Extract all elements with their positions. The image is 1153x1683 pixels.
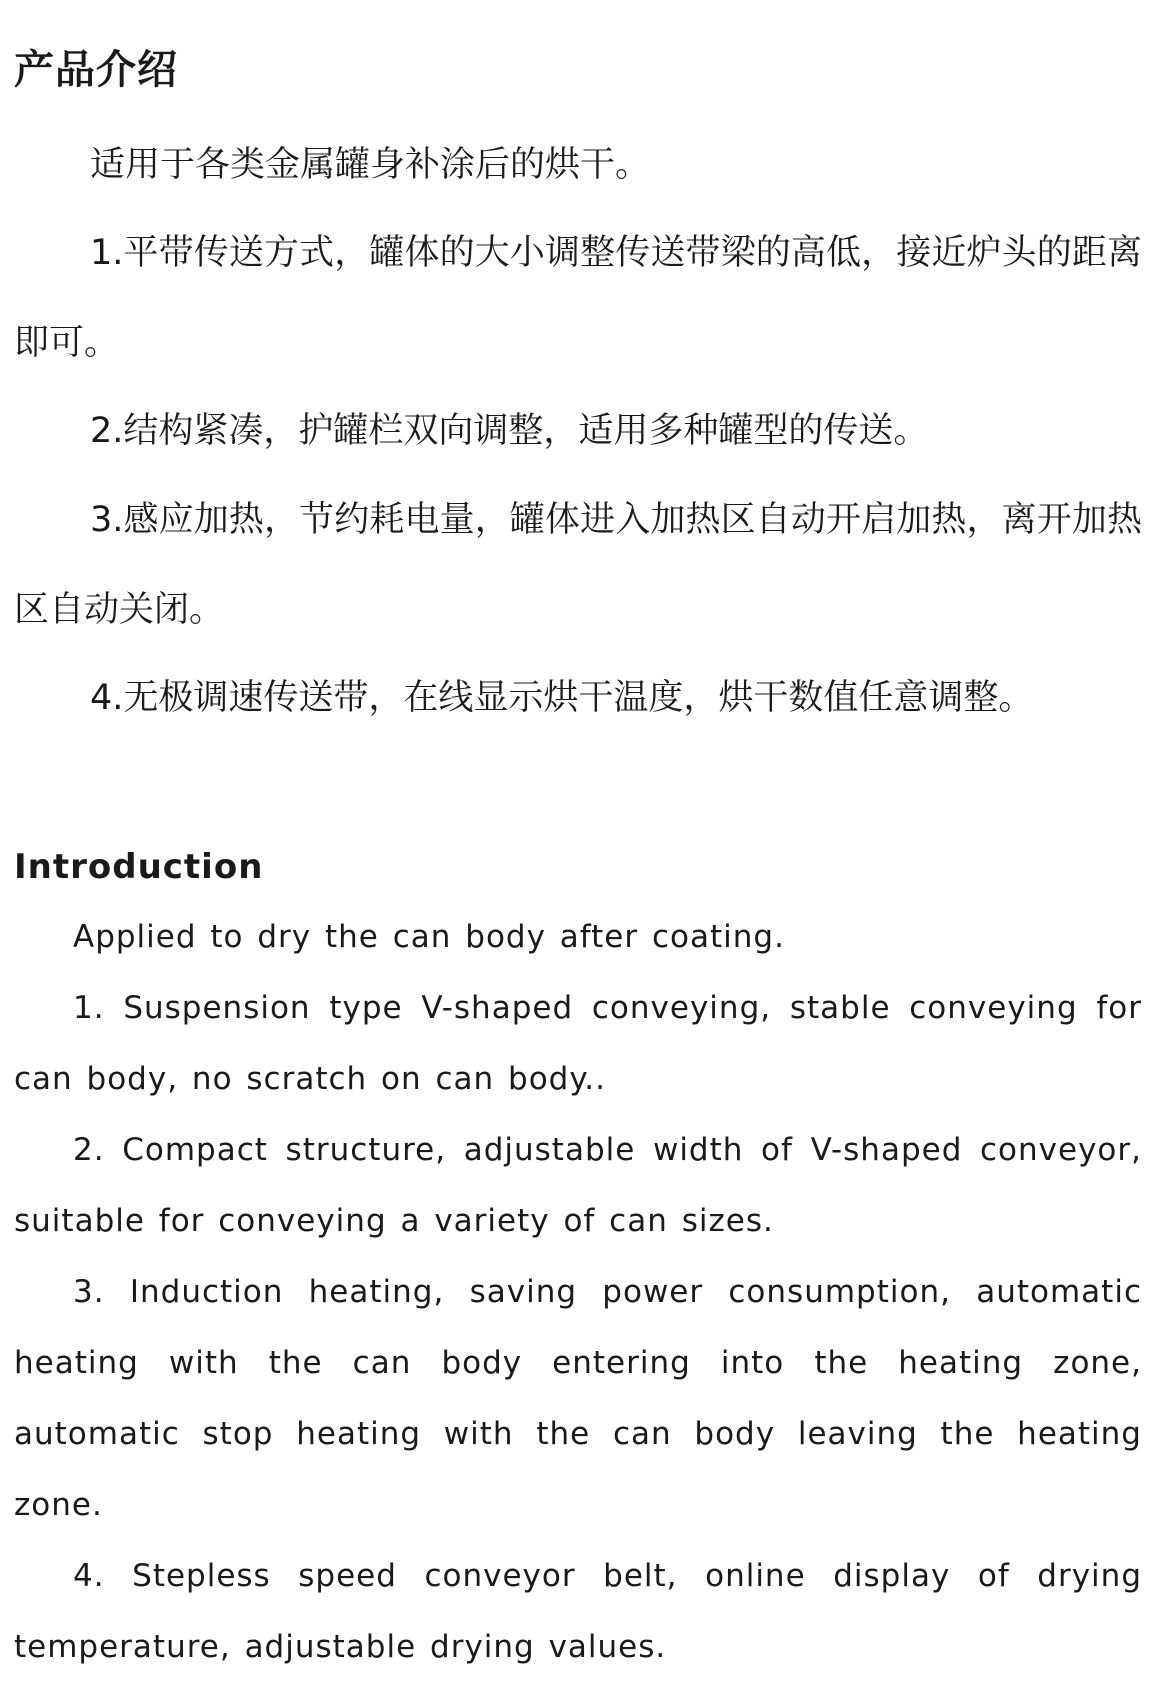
chinese-section-title: 产品介绍	[14, 47, 178, 93]
english-section-title: Introduction	[14, 847, 264, 887]
chinese-point-1: 1.平带传送方式，罐体的大小调整传送带梁的高低，接近炉头的距离即可。	[14, 233, 1142, 363]
chinese-point-3: 3.感应加热，节约耗电量，罐体进入加热区自动开启加热，离开加热区自动关闭。	[14, 500, 1142, 630]
chinese-point-2: 2.结构紧凑，护罐栏双向调整，适用多种罐型的传送。	[90, 411, 929, 451]
english-point-1: 1. Suspension type V-shaped conveying, stable conveying for can body, no scratch on can body..	[14, 990, 1142, 1097]
english-intro-paragraph: Applied to dry the can body after coating.	[73, 919, 785, 955]
english-point-4: 4. Stepless speed conveyor belt, online display of drying temperature, adjustable drying values.	[14, 1558, 1142, 1665]
chinese-point-4: 4.无极调速传送带，在线显示烘干温度，烘干数值任意调整。	[90, 678, 1034, 718]
english-point-2: 2. Compact structure, adjustable width of V-shaped conveyor, suitable for conveying a variety of can sizes.	[14, 1132, 1142, 1239]
chinese-intro-paragraph: 适用于各类金属罐身补涂后的烘干。	[90, 145, 651, 185]
english-point-3: 3. Induction heating, saving power consumption, automatic heating with the can body entering into the heating zone, automatic stop heating with the can body leaving the heating zone.	[14, 1274, 1142, 1523]
